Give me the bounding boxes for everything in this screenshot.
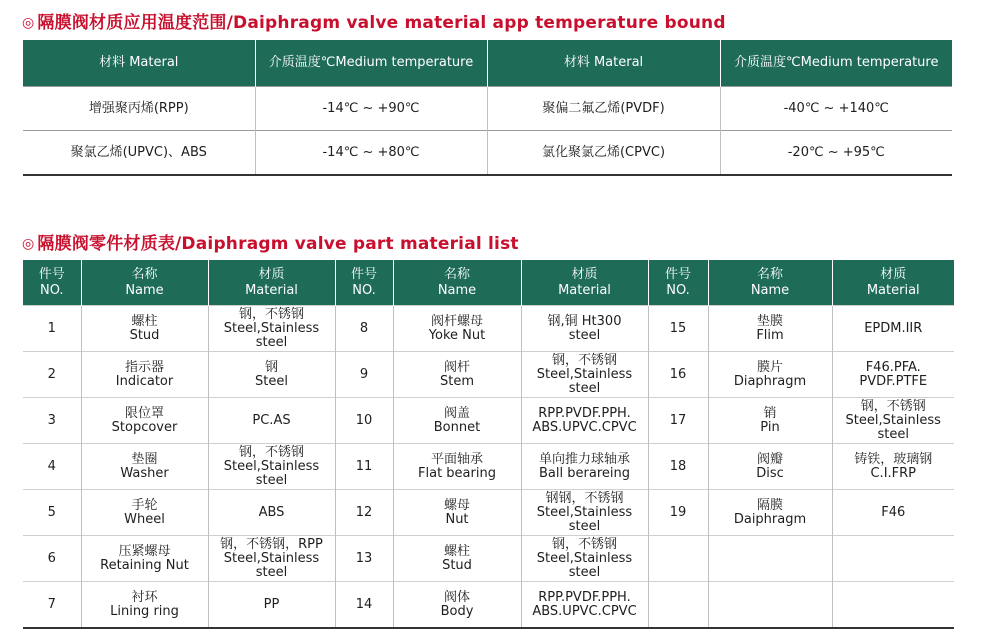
material-line: 钢，不锈钢	[238, 306, 304, 322]
part-name	[708, 536, 832, 582]
part-name	[393, 582, 521, 629]
parts-table-header	[23, 260, 954, 306]
header-label-cn: 材质	[571, 266, 598, 282]
part-name-en: Disc	[756, 465, 784, 481]
part-name-en: Diaphragm	[733, 373, 807, 389]
part-material	[208, 536, 335, 582]
material-line: Steel,Stainless	[536, 366, 633, 382]
circle-bullet-icon: ◎	[22, 236, 35, 252]
header-label-en: Name	[125, 282, 164, 298]
material-line: steel	[255, 334, 288, 350]
header-label-cn: 材质	[880, 266, 907, 282]
header-no	[23, 260, 81, 306]
material-cell: 聚氯乙烯(UPVC)、ABS	[23, 131, 255, 176]
part-name-en: Flim	[756, 327, 784, 343]
header-label-cn: 名称	[131, 266, 158, 282]
header-material	[832, 260, 954, 306]
part-name	[393, 352, 521, 398]
material-line: ABS.UPVC.CPVC	[532, 419, 637, 435]
table-row	[23, 490, 954, 536]
material-line: 单向推力球轴承	[538, 451, 630, 467]
material-cell: 聚偏二氟乙烯(PVDF)	[487, 87, 720, 131]
part-material	[208, 490, 335, 536]
part-name	[81, 306, 208, 352]
header-label-cn: 材质	[258, 266, 285, 282]
part-material	[521, 490, 648, 536]
material-line: 钢，不锈钢，RPP	[220, 536, 323, 552]
material-line: steel	[568, 380, 601, 396]
header-material	[521, 260, 648, 306]
header-medium-temperature: 介质温度℃Medium temperature	[255, 40, 487, 87]
header-label-en: NO.	[39, 282, 64, 298]
part-number: 19	[648, 490, 708, 536]
part-material	[208, 398, 335, 444]
part-name-cn: 阀杆	[443, 359, 470, 375]
part-name	[708, 490, 832, 536]
temperature-table-header	[23, 40, 952, 87]
material-line: ABS	[258, 504, 285, 520]
material-line: 钢，不锈钢	[860, 398, 926, 414]
part-name-cn: 垫膜	[756, 313, 783, 329]
material-line: Ball berareing	[539, 465, 630, 481]
part-name	[708, 352, 832, 398]
temperature-section-title	[22, 8, 726, 33]
part-name-en: Stopcover	[111, 419, 178, 435]
part-name-cn: 指示器	[124, 359, 164, 375]
part-name-cn: 销	[763, 405, 777, 421]
part-number: 5	[23, 490, 81, 536]
table-row	[23, 306, 954, 352]
material-line: steel	[255, 472, 288, 488]
part-name	[393, 536, 521, 582]
part-material	[208, 306, 335, 352]
header-label-cn: 名称	[443, 266, 470, 282]
part-material	[832, 352, 954, 398]
part-material	[208, 352, 335, 398]
header-label-en: NO.	[352, 282, 376, 298]
part-number: 16	[648, 352, 708, 398]
part-name-en: Body	[440, 603, 474, 619]
header-label-cn: 件号	[664, 266, 691, 282]
part-material	[208, 444, 335, 490]
header-name	[393, 260, 521, 306]
part-name-cn: 膜片	[756, 359, 783, 375]
material-line: F46.PFA.	[865, 359, 921, 375]
part-name-en: Flat bearing	[418, 465, 496, 481]
header-label-en: Name	[437, 282, 477, 298]
part-name-en: Retaining Nut	[100, 557, 189, 573]
material-line: Steel,Stainless	[223, 458, 320, 474]
material-line: PP	[263, 596, 280, 612]
part-number: 8	[335, 306, 393, 352]
part-number: 4	[23, 444, 81, 490]
part-name-cn: 衬环	[131, 589, 158, 605]
part-name	[81, 536, 208, 582]
part-name-en: Stem	[439, 373, 474, 389]
part-name	[393, 490, 521, 536]
part-name-cn: 阀杆螺母	[430, 313, 483, 329]
header-material: 材料 Materal	[487, 40, 720, 87]
part-material	[832, 490, 954, 536]
material-line: 铸铁，玻璃钢	[854, 451, 933, 467]
part-name-en: Stud	[442, 557, 472, 573]
part-name	[81, 582, 208, 629]
table-row	[23, 536, 954, 582]
part-number: 15	[648, 306, 708, 352]
material-line: Steel,Stainless	[845, 412, 941, 428]
temperature-cell: -40℃ ~ +140℃	[720, 87, 952, 131]
part-name-cn: 阀盖	[443, 405, 470, 421]
header-material: 材料 Materal	[23, 40, 255, 87]
part-name-cn: 平面轴承	[430, 451, 483, 467]
part-material	[208, 582, 335, 629]
part-material	[521, 306, 648, 352]
part-number: 7	[23, 582, 81, 629]
material-line: Steel,Stainless	[223, 550, 320, 566]
header-no	[335, 260, 393, 306]
material-line: RPP.PVDF.PPH.	[538, 405, 631, 421]
material-cell: 氯化聚氯乙烯(CPVC)	[487, 131, 720, 176]
material-line: 钢	[264, 359, 278, 375]
material-line: Steel	[255, 373, 288, 389]
table-row	[23, 131, 952, 176]
part-name	[708, 398, 832, 444]
material-line: PC.AS	[252, 412, 291, 428]
parts-section-title	[22, 229, 519, 254]
part-name-en: Yoke Nut	[428, 327, 486, 343]
part-material	[832, 398, 954, 444]
temperature-table	[23, 40, 952, 176]
part-material	[832, 536, 954, 582]
part-name-cn: 螺柱	[443, 543, 470, 559]
part-number: 14	[335, 582, 393, 629]
part-name	[81, 444, 208, 490]
part-number: 9	[335, 352, 393, 398]
part-number: 6	[23, 536, 81, 582]
material-line: F46	[881, 504, 906, 520]
part-name-en: Nut	[445, 511, 469, 527]
part-name-cn: 螺母	[443, 497, 470, 513]
part-name	[708, 306, 832, 352]
material-line: steel	[568, 564, 601, 580]
part-number: 11	[335, 444, 393, 490]
part-number	[648, 536, 708, 582]
part-name	[81, 398, 208, 444]
part-number: 3	[23, 398, 81, 444]
table-row	[23, 87, 952, 131]
part-name-cn: 阀体	[443, 589, 470, 605]
header-material	[208, 260, 335, 306]
part-name-cn: 阀瓣	[756, 451, 783, 467]
part-number: 1	[23, 306, 81, 352]
part-number: 13	[335, 536, 393, 582]
part-name	[81, 490, 208, 536]
circle-bullet-icon: ◎	[22, 15, 35, 31]
material-line: Steel,Stainless	[536, 550, 633, 566]
material-line: C.I.FRP	[870, 465, 917, 481]
part-material	[832, 306, 954, 352]
part-material	[521, 582, 648, 629]
table-row	[23, 398, 954, 444]
material-line: steel	[255, 564, 288, 580]
material-line: EPDM.IIR	[864, 320, 923, 336]
header-label-cn: 件号	[350, 266, 377, 282]
material-line: 钢，不锈钢	[238, 444, 304, 460]
material-line: 钢，不锈钢	[551, 352, 617, 368]
header-name	[708, 260, 832, 306]
part-name-cn: 隔膜	[756, 497, 783, 513]
material-line: 钢钢，不锈钢	[545, 490, 624, 506]
material-cell: 增强聚丙烯(RPP)	[23, 87, 255, 131]
part-name	[393, 306, 521, 352]
part-name-cn: 压紧螺母	[118, 543, 171, 559]
part-name-en: Indicator	[115, 373, 174, 389]
part-number: 10	[335, 398, 393, 444]
material-line: steel	[877, 426, 909, 442]
part-name	[393, 398, 521, 444]
part-name	[708, 444, 832, 490]
header-name	[81, 260, 208, 306]
material-line: steel	[568, 327, 601, 343]
part-material	[832, 582, 954, 629]
temperature-cell: -20℃ ~ +95℃	[720, 131, 952, 176]
table-row	[23, 582, 954, 629]
part-name-cn: 手轮	[131, 497, 158, 513]
part-material	[832, 444, 954, 490]
part-name-en: Bonnet	[433, 419, 481, 435]
part-name-cn: 螺柱	[131, 313, 158, 329]
part-name-cn: 限位罩	[124, 405, 164, 421]
part-number: 12	[335, 490, 393, 536]
part-number: 18	[648, 444, 708, 490]
temperature-title-text: 隔膜阀材质应用温度范围/Daiphragm valve material app temperature bound	[37, 13, 726, 33]
part-number: 2	[23, 352, 81, 398]
part-name-en: Lining ring	[110, 603, 179, 619]
header-medium-temperature: 介质温度℃Medium temperature	[720, 40, 952, 87]
parts-title-text: 隔膜阀零件材质表/Daiphragm valve part material list	[37, 234, 519, 254]
header-label-cn: 件号	[38, 266, 65, 282]
material-line: steel	[568, 518, 601, 534]
header-label-cn: 名称	[756, 266, 783, 282]
part-name-en: Stud	[129, 327, 160, 343]
part-material	[521, 352, 648, 398]
part-name	[81, 352, 208, 398]
header-label-en: NO.	[666, 282, 690, 298]
part-name-cn: 垫圈	[131, 451, 158, 467]
temperature-cell: -14℃ ~ +90℃	[255, 87, 487, 131]
part-number: 17	[648, 398, 708, 444]
part-name	[708, 582, 832, 629]
header-label-en: Material	[866, 282, 920, 298]
parts-material-table	[23, 260, 954, 629]
part-material	[521, 398, 648, 444]
table-row	[23, 444, 954, 490]
part-material	[521, 444, 648, 490]
part-number	[648, 582, 708, 629]
material-line: ABS.UPVC.CPVC	[532, 603, 637, 619]
material-line: PVDF.PTFE	[859, 373, 928, 389]
header-label-en: Material	[558, 282, 611, 298]
table-row	[23, 352, 954, 398]
material-line: Steel,Stainless	[223, 320, 320, 336]
temperature-cell: -14℃ ~ +80℃	[255, 131, 487, 176]
header-label-en: Material	[245, 282, 298, 298]
header-label-en: Name	[750, 282, 790, 298]
part-name	[393, 444, 521, 490]
material-line: 钢,铜 Ht300	[547, 313, 622, 329]
material-line: Steel,Stainless	[536, 504, 633, 520]
part-name-en: Wheel	[124, 511, 165, 527]
header-no	[648, 260, 708, 306]
part-material	[521, 536, 648, 582]
part-name-en: Pin	[760, 419, 780, 435]
material-line: RPP.PVDF.PPH.	[538, 589, 631, 605]
part-name-en: Daiphragm	[733, 511, 807, 527]
material-line: 钢，不锈钢	[551, 536, 617, 552]
part-name-en: Washer	[120, 465, 169, 481]
